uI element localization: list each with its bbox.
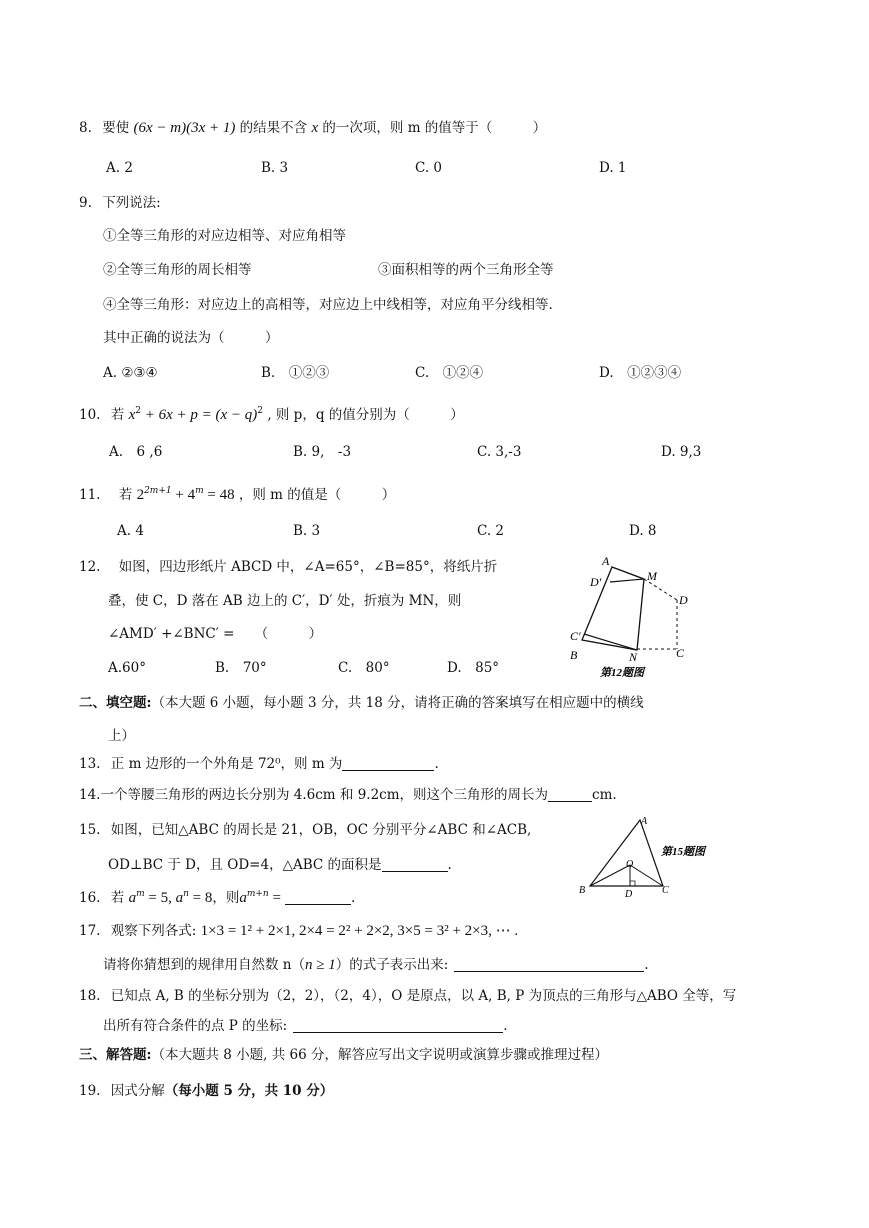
q15-right-angle: [630, 881, 635, 886]
q16-mid: ，则: [212, 890, 240, 906]
q18-end: .: [503, 1018, 508, 1034]
q17-line-2a: 请将你猜想到的规律用自然数 n（: [103, 957, 305, 973]
q9-option-c: C. ①②④: [415, 365, 484, 381]
q17-line-1: [79, 922, 518, 940]
q15-label-a: A: [641, 816, 648, 827]
q8-option-c: C. 0: [415, 160, 443, 176]
q17-blank[interactable]: [454, 957, 644, 972]
q9-option-a: A. ②③④: [103, 365, 158, 381]
q17-number: 17.: [79, 923, 101, 939]
section-3-title: 三、解答题:: [79, 1047, 152, 1063]
q18-line-1-text: 已知点 A, B 的坐标分别为（2，2），（2，4），O 是原点，以 A, B, P 为顶点的三角形与△ABO 全等，写: [110, 988, 737, 1004]
q13: [79, 755, 439, 773]
q12-label-dp: D′: [590, 575, 602, 589]
q15-label-o: O: [626, 859, 634, 870]
q16-end: .: [350, 890, 356, 906]
q8-variable: x: [311, 120, 319, 136]
section-2-header: [79, 694, 644, 712]
q12-option-a: A.60°: [108, 660, 146, 676]
q9-option-d: D. ①②③④: [599, 365, 682, 381]
q17-pre: 观察下列各式:: [110, 923, 197, 939]
q12-label-cp: C′: [570, 629, 581, 643]
q13-number: 13.: [79, 756, 101, 772]
q10-expr-b: + 6x + p = (x − q): [140, 407, 258, 423]
q15-end: .: [447, 857, 452, 873]
q15-figure: [576, 815, 726, 901]
q11-base: 2: [136, 487, 145, 503]
q14: [79, 786, 617, 804]
q12-figure: [560, 552, 700, 682]
q19: [79, 1082, 333, 1100]
q12-caption: 第12题图: [600, 667, 644, 679]
q14-text: 一个等腰三角形的两边长分别为 4.6cm 和 9.2cm，则这个三角形的周长为: [100, 787, 549, 803]
q15-segment-bo: [590, 865, 630, 886]
q10-stem: 10. 若 $x^2 + 6x + p = (x - q)^2$ , 则 p，q 的值分别为（ ）: [79, 406, 464, 423]
q16-exp-n: n: [183, 889, 189, 899]
q11-pre: 若: [118, 487, 133, 503]
q9-option-b: B. ①②③: [261, 365, 330, 381]
q8-post: 的一次项，则 m 的值等于（ ）: [322, 120, 547, 136]
q17-line-2: [103, 956, 649, 974]
q11-mid: + 4: [171, 487, 196, 503]
q16-a-1: a: [128, 890, 137, 906]
q12-line-1: [79, 558, 497, 576]
q9-stem-text: 下列说法:: [102, 195, 161, 211]
q10-option-a: A. 6 ,6: [109, 444, 163, 460]
q12-label-a: A: [602, 554, 610, 568]
q12-label-m: M: [647, 569, 657, 583]
q18-number: 18.: [79, 988, 101, 1004]
q15-label-d: D: [625, 889, 633, 900]
q12-segment-dm: [610, 579, 644, 582]
q12-label-b: B: [570, 648, 578, 662]
q18-line-2-text: 出所有符合条件的点 P 的坐标:: [103, 1018, 288, 1034]
q10-number: 10.: [79, 407, 101, 423]
q12-number: 12.: [79, 559, 101, 575]
q13-end: .: [434, 756, 439, 772]
q16-eq-3: =: [268, 890, 281, 906]
q16-exp-mn: m+n: [246, 889, 269, 899]
section-3-desc: （本大题共 8 小题, 共 66 分，解答应写出文字说明或演算步骤或推理过程）: [151, 1047, 608, 1063]
q8-option-a: A. 2: [106, 160, 133, 176]
q11-number: 11.: [79, 487, 101, 503]
q8-option-d: D. 1: [599, 160, 627, 176]
q11-rhs: = 48: [203, 487, 235, 503]
q12-label-c: C: [676, 646, 685, 660]
q15-line-2-text: OD⊥BC 于 D，且 OD=4，△ABC 的面积是: [108, 857, 382, 873]
q12-line-3: ∠AMD′ +∠BNC′ = （ ）: [108, 626, 323, 642]
q10-option-b: B. 9, -3: [293, 444, 352, 460]
q11-option-c: C. 2: [477, 523, 505, 539]
q11-exponent-1: 2m+1: [144, 486, 172, 496]
q11-stem: [79, 482, 395, 504]
q9-stem: [79, 194, 161, 212]
q13-text: 正 m 边形的一个外角是 72⁰，则 m 为: [110, 756, 343, 772]
q10-pre: 若: [110, 407, 125, 423]
q12-label-d: D: [679, 593, 688, 607]
q9-statement-1: ①全等三角形的对应边相等、对应角相等: [103, 228, 346, 244]
q16-a-3: a: [239, 890, 247, 906]
q8-number: 8.: [79, 120, 92, 136]
q11-post: ，则 m 的值是（ ）: [238, 487, 396, 503]
q19-text: 因式分解: [110, 1083, 165, 1099]
q15-line-1-text: 如图，已知△ABC 的周长是 21，OB，OC 分别平分∠ABC 和∠ACB,: [110, 822, 532, 838]
q14-end: cm.: [592, 787, 617, 803]
q17-condition: n ≥ 1: [305, 957, 336, 973]
q16-eq-2: = 8: [188, 890, 213, 906]
q15-label-b: B: [579, 885, 586, 896]
q9-statement-3: ③面积相等的两个三角形全等: [378, 262, 554, 278]
q16-a-2: a: [175, 890, 184, 906]
q12-option-b: B. 70°: [215, 660, 267, 676]
q17-line-2b: ）的式子表示出来:: [335, 957, 449, 973]
q16-exp-m: m: [136, 889, 145, 899]
section-2-desc-2: 上）: [108, 728, 135, 744]
q12-line-2: 叠，使 C，D 落在 AB 边上的 C′，D′ 处，折痕为 MN，则: [108, 593, 462, 609]
q15-triangle: [590, 820, 663, 886]
q9-number: 9.: [79, 195, 92, 211]
q9-statement-4: ④全等三角形：对应边上的高相等，对应边上中线相等，对应角平分线相等.: [103, 297, 553, 313]
q16-blank[interactable]: [285, 890, 351, 905]
q17-expression: 1×3 = 1² + 2×1, 2×4 = 2² + 2×2, 3×5 = 3² + 2×3, ⋯ .: [200, 923, 519, 939]
section-2-desc: （本大题 6 小题，每小题 3 分，共 18 分，请将正确的答案填写在相应题中的横线: [151, 695, 644, 711]
section-3-header: [79, 1046, 608, 1064]
q11-option-b: B. 3: [293, 523, 321, 539]
section-2-title: 二、填空题:: [79, 695, 152, 711]
q10-post: , 则 p，q 的值分别为（ ）: [267, 407, 464, 423]
q8-mid: 的结果不含: [239, 120, 308, 136]
q12-line-1-text: 如图，四边形纸片 ABCD 中，∠A=65°，∠B=85°，将纸片折: [118, 559, 498, 575]
q16: [79, 885, 355, 907]
q14-number: 14.: [79, 787, 101, 803]
q17-end: .: [644, 957, 649, 973]
q15-line-2: [108, 856, 452, 874]
q19-number: 19.: [79, 1083, 101, 1099]
q10-expr-a: x: [128, 407, 136, 423]
q12-label-n: N: [629, 650, 638, 664]
q16-eq-1: = 5,: [144, 890, 176, 906]
q13-blank[interactable]: [342, 756, 434, 771]
q11-option-d: D. 8: [629, 523, 657, 539]
q8-stem: [79, 119, 546, 137]
q16-number: 16.: [79, 890, 101, 906]
q14-blank[interactable]: [548, 787, 592, 802]
q8-option-b: B. 3: [261, 160, 289, 176]
q8-expression: (6x − m)(3x + 1): [133, 120, 236, 136]
q10-option-d: D. 9,3: [661, 444, 702, 460]
q18-blank[interactable]: [293, 1018, 503, 1033]
q16-pre: 若: [110, 890, 125, 906]
q15-line-1: [79, 821, 531, 839]
q10-option-c: C. 3,-3: [477, 444, 522, 460]
q9-ask: 其中正确的说法为（ ）: [103, 330, 279, 346]
q15-number: 15.: [79, 822, 101, 838]
q12-option-c: C. 80°: [338, 660, 390, 676]
q18-line-1: [79, 987, 736, 1005]
q11-exponent-2: m: [195, 486, 204, 496]
q15-blank[interactable]: [382, 857, 448, 872]
q15-caption: 第15题图: [661, 846, 705, 858]
q12-option-d: D. 85°: [447, 660, 500, 676]
q8-pre: 要使: [102, 120, 130, 136]
q11-option-a: A. 4: [117, 523, 144, 539]
q9-statement-2: ②全等三角形的周长相等: [103, 262, 252, 278]
q15-label-c: C: [662, 885, 669, 896]
q18-line-2: [103, 1017, 508, 1035]
q19-bold: （每小题 5 分，共 10 分）: [164, 1083, 334, 1099]
